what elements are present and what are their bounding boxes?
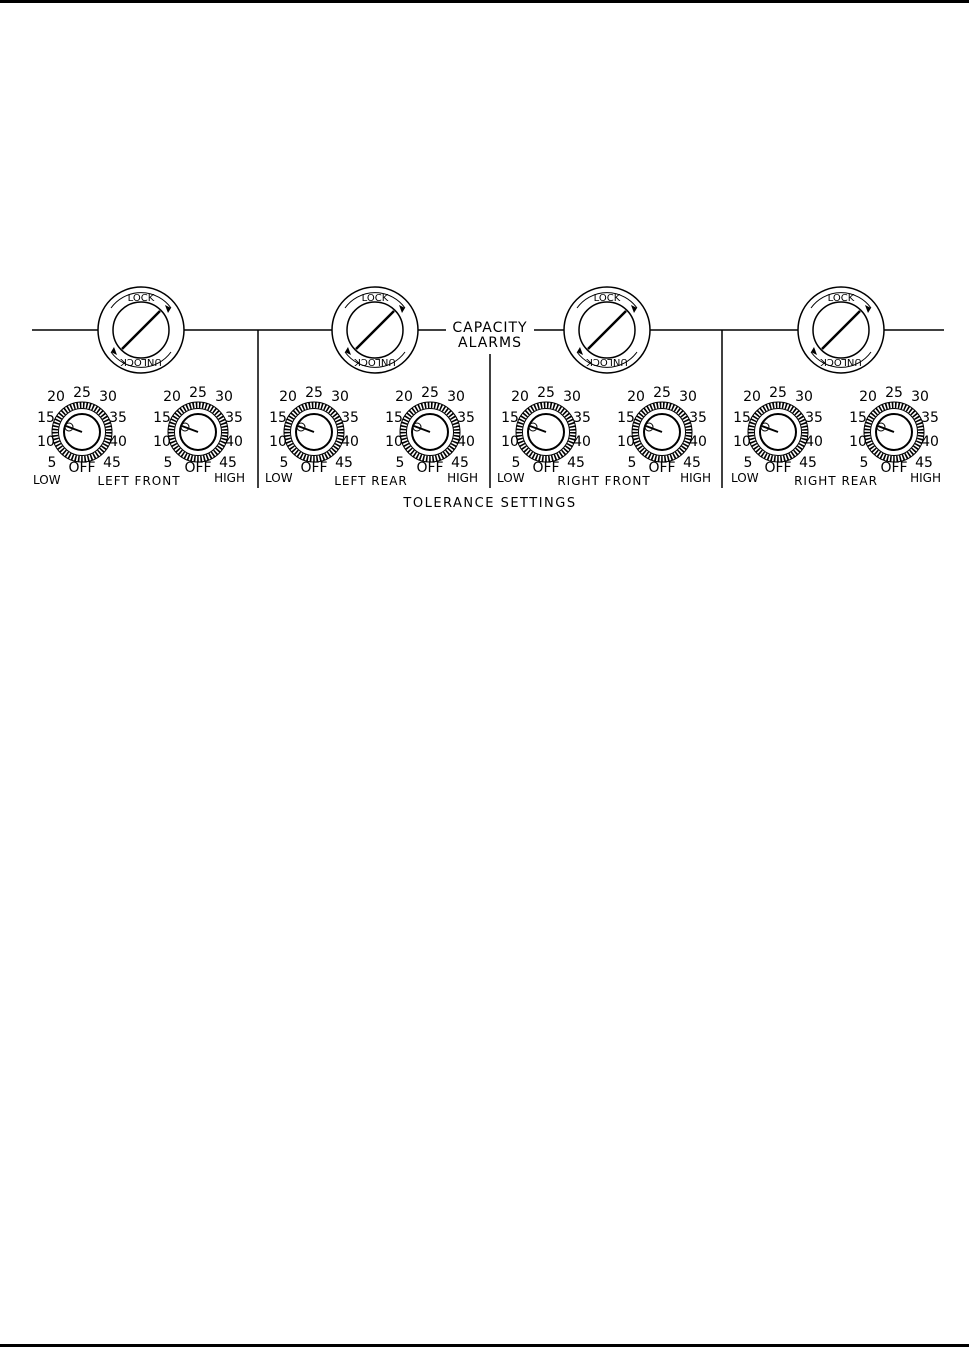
group-right-front-low: LOW [497, 471, 525, 485]
dial-scale-label: 15 [849, 410, 867, 426]
dial-scale-label: 45 [103, 455, 121, 471]
dial-scale-label: 20 [163, 389, 181, 405]
dial-scale-label: 10 [37, 434, 55, 450]
key-switch-left-front[interactable] [98, 287, 184, 373]
top-rule [0, 0, 969, 3]
dial-scale-label: 25 [421, 385, 439, 401]
dial-scale-label: 10 [733, 434, 751, 450]
dial-scale-label: 10 [153, 434, 171, 450]
dial-scale-label: 15 [37, 410, 55, 426]
dial-scale-label: 20 [627, 389, 645, 405]
dial-scale-label: 25 [769, 385, 787, 401]
dial-scale-label: 25 [653, 385, 671, 401]
dial-scale-label: OFF [300, 460, 328, 476]
dial-scale-label: 40 [109, 434, 127, 450]
dial-scale-label: 40 [225, 434, 243, 450]
dial-scale-label: 25 [305, 385, 323, 401]
key-switch-right-rear[interactable] [798, 287, 884, 373]
dial-scale-label: 5 [279, 455, 289, 471]
group-left-front-name: LEFT FRONT [97, 474, 181, 488]
tolerance-dial-right-front-low[interactable] [501, 385, 591, 476]
dial-scale-label: 30 [99, 389, 117, 405]
dial-scale-label: 30 [679, 389, 697, 405]
dial-scale-label: 15 [269, 410, 287, 426]
group-right-rear-high: HIGH [910, 471, 941, 485]
dial-scale-label: 15 [153, 410, 171, 426]
group-left-rear-high: HIGH [447, 471, 478, 485]
dial-scale-label: OFF [532, 460, 560, 476]
lock-label: LOCK [361, 293, 389, 304]
dial-scale-label: 40 [573, 434, 591, 450]
dial-scale-label: 45 [683, 455, 701, 471]
dial-scale-label: 45 [451, 455, 469, 471]
key-switch-right-front[interactable] [564, 287, 650, 373]
dial-scale-label: 35 [109, 410, 127, 426]
dial-scale-label: 40 [457, 434, 475, 450]
tolerance-settings-label: TOLERANCE SETTINGS [403, 496, 577, 511]
bottom-rule [0, 1344, 969, 1347]
dial-scale-label: 35 [573, 410, 591, 426]
tolerance-dial-left-rear-low[interactable] [269, 385, 359, 476]
dial-scale-label: 15 [617, 410, 635, 426]
lock-label: LOCK [827, 293, 855, 304]
dial-scale-label: 10 [617, 434, 635, 450]
dial-scale-label: 20 [743, 389, 761, 405]
lock-label: LOCK [127, 293, 155, 304]
group-right-front-high: HIGH [680, 471, 711, 485]
capacity-label-line2: ALARMS [458, 335, 522, 351]
dial-scale-label: 40 [341, 434, 359, 450]
dial-scale-label: OFF [184, 460, 212, 476]
dial-scale-label: 5 [859, 455, 869, 471]
dial-scale-label: 5 [627, 455, 637, 471]
dial-scale-label: 25 [885, 385, 903, 401]
dial-scale-label: 15 [501, 410, 519, 426]
dial-scale-label: 20 [859, 389, 877, 405]
dial-scale-label: 10 [269, 434, 287, 450]
tolerance-dial-right-rear-low[interactable] [733, 385, 823, 476]
dial-scale-label: 45 [915, 455, 933, 471]
dial-scale-label: 35 [225, 410, 243, 426]
dial-scale-label: 20 [511, 389, 529, 405]
dial-scale-label: 15 [733, 410, 751, 426]
tolerance-dial-left-rear-high[interactable] [385, 385, 475, 476]
tolerance-dial-right-rear-high[interactable] [849, 385, 939, 476]
dial-scale-label: 20 [395, 389, 413, 405]
dial-scale-label: 25 [73, 385, 91, 401]
dial-scale-label: 40 [689, 434, 707, 450]
key-switch-left-rear[interactable] [332, 287, 418, 373]
dial-scale-label: 35 [457, 410, 475, 426]
dial-scale-label: 30 [911, 389, 929, 405]
dial-scale-label: 5 [395, 455, 405, 471]
capacity-alarm-panel [0, 270, 969, 520]
dial-scale-label: 35 [689, 410, 707, 426]
dial-scale-label: 35 [341, 410, 359, 426]
dial-scale-label: 40 [921, 434, 939, 450]
dial-scale-label: 25 [537, 385, 555, 401]
dial-scale-label: 10 [501, 434, 519, 450]
group-left-front-low: LOW [33, 473, 61, 487]
dial-scale-label: OFF [416, 460, 444, 476]
dial-scale-label: 35 [921, 410, 939, 426]
unlock-label: UNLOCK [820, 356, 862, 367]
tolerance-dial-right-front-high[interactable] [617, 385, 707, 476]
dial-scale-label: 10 [849, 434, 867, 450]
dial-scale-label: 15 [385, 410, 403, 426]
dial-scale-label: OFF [880, 460, 908, 476]
dial-scale-label: 5 [743, 455, 753, 471]
dial-scale-label: OFF [68, 460, 96, 476]
dial-scale-label: OFF [648, 460, 676, 476]
group-left-front-high: HIGH [214, 471, 245, 485]
group-right-front-name: RIGHT FRONT [557, 474, 651, 488]
dial-scale-label: 25 [189, 385, 207, 401]
dial-scale-label: 5 [47, 455, 57, 471]
dial-scale-label: 45 [335, 455, 353, 471]
group-right-rear-name: RIGHT REAR [794, 474, 878, 488]
tolerance-dial-left-front-high[interactable] [153, 385, 243, 476]
dial-scale-label: 45 [799, 455, 817, 471]
dial-scale-label: 5 [511, 455, 521, 471]
dial-scale-label: 10 [385, 434, 403, 450]
dial-scale-label: 35 [805, 410, 823, 426]
dial-scale-label: 20 [279, 389, 297, 405]
group-right-rear-low: LOW [731, 471, 759, 485]
dial-scale-label: 5 [163, 455, 173, 471]
lock-label: LOCK [593, 293, 621, 304]
unlock-label: UNLOCK [120, 356, 162, 367]
dial-scale-label: 30 [331, 389, 349, 405]
group-left-rear-low: LOW [265, 471, 293, 485]
capacity-label-line1: CAPACITY [452, 320, 528, 336]
unlock-label: UNLOCK [354, 356, 396, 367]
dial-scale-label: 30 [795, 389, 813, 405]
dial-scale-label: 20 [47, 389, 65, 405]
dial-scale-label: 30 [447, 389, 465, 405]
dial-scale-label: 40 [805, 434, 823, 450]
tolerance-dial-left-front-low[interactable] [37, 385, 127, 476]
dial-scale-label: 30 [215, 389, 233, 405]
dial-scale-label: 30 [563, 389, 581, 405]
unlock-label: UNLOCK [586, 356, 628, 367]
dial-scale-label: 45 [567, 455, 585, 471]
dial-scale-label: 45 [219, 455, 237, 471]
dial-scale-label: OFF [764, 460, 792, 476]
group-left-rear-name: LEFT REAR [334, 474, 408, 488]
